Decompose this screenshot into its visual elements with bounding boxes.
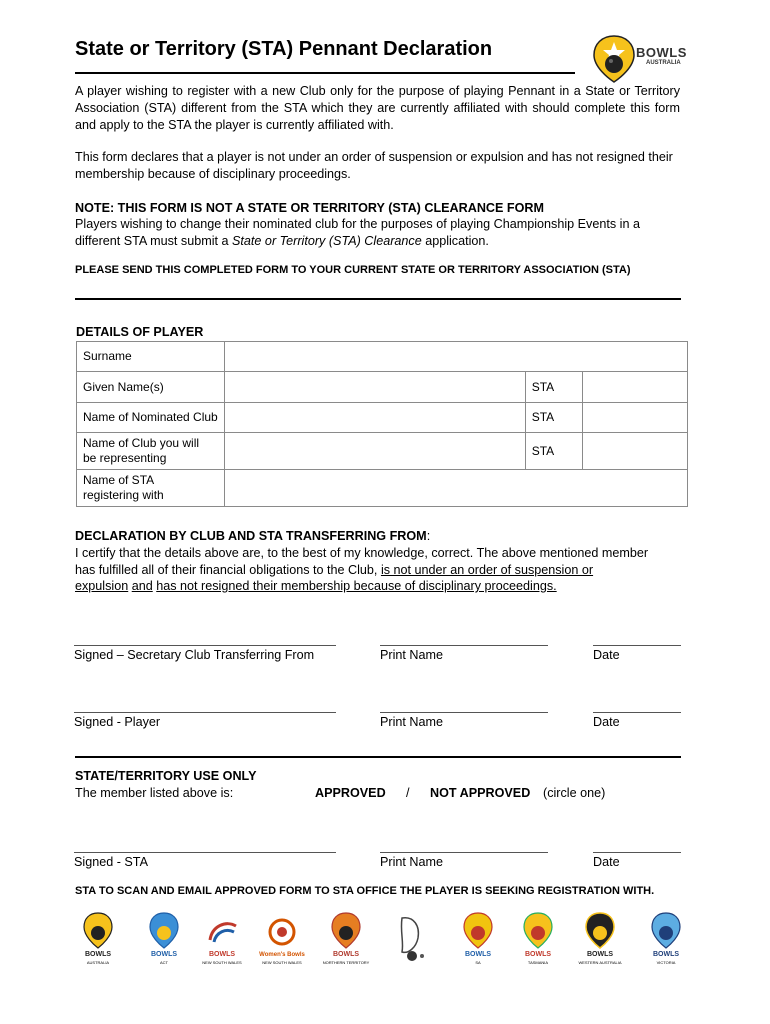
row-nominated-club <box>77 403 688 433</box>
sta-label: STA <box>525 403 582 433</box>
circle-one-note: (circle one) <box>543 786 606 800</box>
bowls-nt-logo <box>320 912 372 972</box>
logo-subcaption: SA <box>475 960 481 965</box>
sta-date-label: Date <box>593 855 620 869</box>
club-print-name-label: Print Name <box>380 648 443 662</box>
footer-instruction: STA TO SCAN AND EMAIL APPROVED FORM TO STA OFFICE THE PLAYER IS SEEKING REGISTRATION WITH. <box>75 885 655 897</box>
sta-registering-label <box>77 470 225 507</box>
clearance-application-name: State or Territory (STA) Clearance <box>232 234 422 248</box>
row-surname <box>77 342 688 372</box>
sta-label: STA <box>525 433 582 470</box>
note-body <box>75 216 680 250</box>
swoosh-icon <box>204 912 240 950</box>
kookaburra-icon <box>390 912 430 964</box>
player-date-line[interactable] <box>593 712 681 713</box>
declaration-heading-colon: : <box>426 529 431 543</box>
player-details-table <box>76 341 688 507</box>
logo-caption: BOWLS <box>524 951 552 958</box>
bowls-sa-logo <box>452 912 504 972</box>
sta-print-name-label: Print Name <box>380 855 443 869</box>
sta-signature-label: Signed - STA <box>74 855 148 869</box>
sta-registering-field[interactable] <box>224 470 687 507</box>
logo-subcaption: TASMANIA <box>527 960 549 965</box>
player-signature-line[interactable] <box>74 712 336 713</box>
nominated-club-field[interactable] <box>224 403 525 433</box>
surname-label: Surname <box>77 342 225 372</box>
bowls-australia-logo <box>590 34 690 84</box>
sta-date-line[interactable] <box>593 852 681 853</box>
sta-section-divider <box>75 756 681 758</box>
bowls-logo-icon <box>590 34 638 84</box>
club-date-line[interactable] <box>593 645 681 646</box>
shield-icon <box>584 912 616 950</box>
row-club-representing <box>77 433 688 470</box>
player-print-name-line[interactable] <box>380 712 548 713</box>
declaration-line-2-text: has fulfilled all of their financial obligations to the Club, <box>75 563 381 577</box>
note-heading: NOTE: THIS FORM IS NOT A STATE OR TERRITORY (STA) CLEARANCE FORM <box>75 201 544 215</box>
club-print-name-line[interactable] <box>380 645 548 646</box>
club-representing-label <box>77 433 225 470</box>
logo-caption: BOWLS <box>652 951 680 958</box>
shield-icon <box>148 912 180 950</box>
member-status-text: The member listed above is: <box>75 786 234 800</box>
shield-icon <box>82 912 114 950</box>
logo-caption: BOWLS <box>150 951 178 958</box>
declaration-line-3 <box>75 578 680 595</box>
declaration-line-2 <box>75 562 680 579</box>
bowls-nsw-logo <box>196 912 248 972</box>
bowls-wa-logo <box>574 912 626 972</box>
player-date-label: Date <box>593 715 620 729</box>
approved-option[interactable]: APPROVED <box>315 786 386 800</box>
intro-paragraph-2: This form declares that a player is not under an order of suspension or expulsion and has not resigned their membership because of disciplinary proceedings. <box>75 150 673 181</box>
declaration-heading-text: DECLARATION BY CLUB AND STA TRANSFERRING FROM <box>75 529 427 543</box>
shield-icon <box>650 912 682 950</box>
sta-print-name-line[interactable] <box>380 852 548 853</box>
logo-subcaption: AUSTRALIA <box>86 960 110 965</box>
section-divider <box>75 298 681 300</box>
intro-paragraph-1: A player wishing to register with a new Club only for the purpose of playing Pennant in a State or Territory Association (STA) different from the STA which they are currently affiliated with should complete this form and apply to the STA the player is currently affiliated with. <box>75 84 680 132</box>
note-body-text: Players wishing to change their nominated club for the purposes of playing Championship Events in a different STA must submit a <box>75 217 640 248</box>
declaration-heading <box>75 529 430 543</box>
declaration-suspension-clause: is not under an order of suspension or <box>380 563 594 577</box>
club-representing-label-line2: be representing <box>83 451 167 465</box>
given-names-field[interactable] <box>224 372 525 403</box>
page-title: State or Territory (STA) Pennant Declaration <box>75 38 493 60</box>
details-heading: DETAILS OF PLAYER <box>76 325 204 339</box>
shield-icon <box>462 912 494 950</box>
sta-logo-strip <box>72 912 692 972</box>
bowls-act-logo <box>138 912 190 972</box>
nominated-club-label: Name of Nominated Club <box>77 403 225 433</box>
not-approved-option[interactable]: NOT APPROVED <box>430 786 531 800</box>
declaration-and: and <box>131 579 153 593</box>
club-date-label: Date <box>593 648 620 662</box>
surname-field[interactable] <box>224 342 687 372</box>
logo-caption: BOWLS <box>84 951 112 958</box>
sta-use-heading: STATE/TERRITORY USE ONLY <box>75 769 257 783</box>
brand-wordmark: BOWLS <box>636 45 687 60</box>
player-signature-label: Signed - Player <box>74 715 161 729</box>
logo-caption: BOWLS <box>586 951 614 958</box>
logo-caption: BOWLS <box>208 951 236 958</box>
bowls-victoria-logo <box>640 912 692 972</box>
womens-bowls-nsw-logo <box>256 912 308 972</box>
logo-subcaption: NEW SOUTH WALES <box>202 960 242 965</box>
logo-caption: BOWLS <box>332 951 360 958</box>
logo-subcaption: NORTHERN TERRITORY <box>322 960 370 965</box>
option-separator: / <box>406 786 410 800</box>
bowls-tasmania-logo <box>512 912 564 972</box>
sta-registering-label-line2: registering with <box>83 488 164 502</box>
club-representing-sta-field[interactable] <box>582 433 687 470</box>
sta-label: STA <box>525 372 582 403</box>
bowls-queensland-kookaburra-logo <box>384 912 436 972</box>
sta-signature-line[interactable] <box>74 852 336 853</box>
club-representing-field[interactable] <box>224 433 525 470</box>
player-print-name-label: Print Name <box>380 715 443 729</box>
declaration-line-1: I certify that the details above are, to the best of my knowledge, correct. The above mentioned member <box>75 546 649 560</box>
title-underline <box>75 72 575 74</box>
logo-caption: BOWLS <box>464 951 492 958</box>
club-signature-label: Signed – Secretary Club Transferring From <box>74 648 315 662</box>
crown-icon <box>263 912 301 950</box>
shield-icon <box>522 912 554 950</box>
club-signature-line[interactable] <box>74 645 336 646</box>
logo-subcaption: VICTORIA <box>656 960 676 965</box>
sta-registering-label-line1: Name of STA <box>83 473 155 487</box>
logo-caption: Women's Bowls <box>259 952 305 958</box>
given-names-label: Given Name(s) <box>77 372 225 403</box>
given-names-sta-field[interactable] <box>582 372 687 403</box>
shield-icon <box>330 912 362 950</box>
club-representing-label-line1: Name of Club you will <box>83 436 200 450</box>
logo-subcaption: WESTERN AUSTRALIA <box>578 960 622 965</box>
send-instruction: PLEASE SEND THIS COMPLETED FORM TO YOUR CURRENT STATE OR TERRITORY ASSOCIATION (STA) <box>75 264 631 276</box>
nominated-club-sta-field[interactable] <box>582 403 687 433</box>
row-sta-registering <box>77 470 688 507</box>
note-body-end: application. <box>421 234 489 248</box>
logo-subcaption: NEW SOUTH WALES <box>262 960 302 965</box>
brand-subtitle: AUSTRALIA <box>646 60 681 66</box>
logo-subcaption: ACT <box>160 960 168 965</box>
bowls-australia-logo <box>72 912 124 972</box>
declaration-expulsion: expulsion <box>75 579 129 593</box>
row-given-names <box>77 372 688 403</box>
declaration-resignation-clause: has not resigned their membership because of disciplinary proceedings. <box>156 579 557 593</box>
